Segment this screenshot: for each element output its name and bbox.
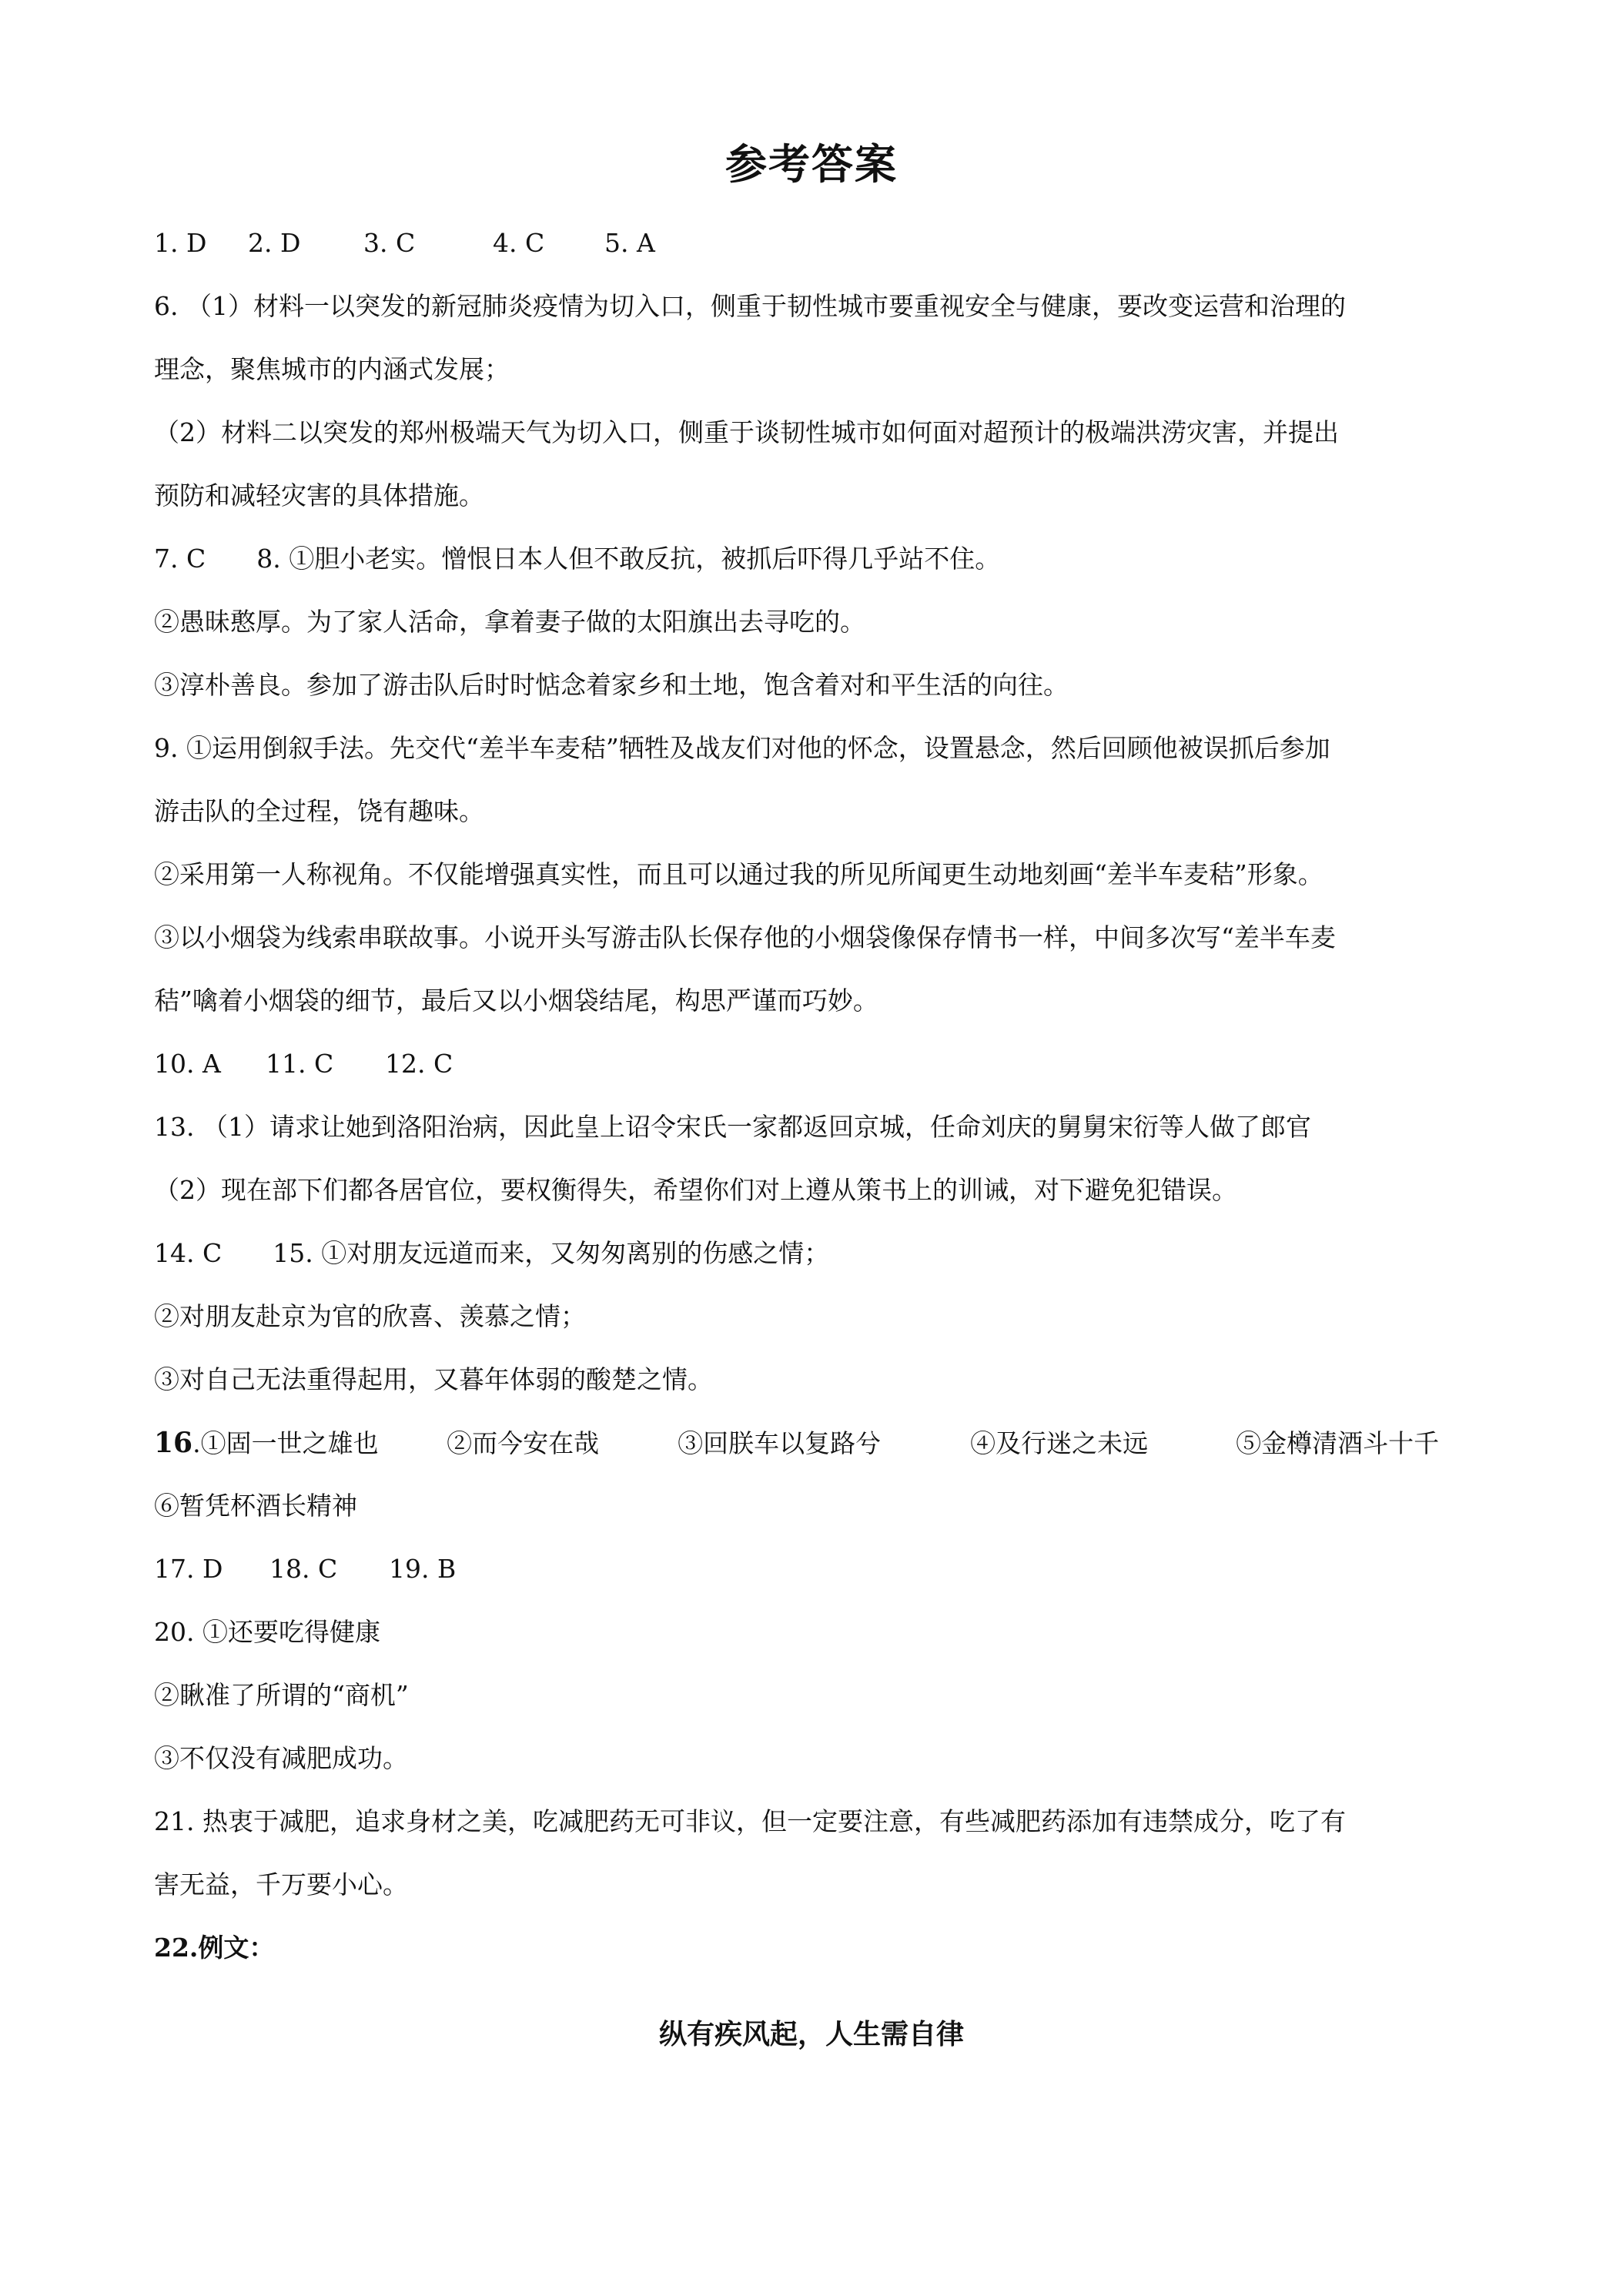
answer-line: 7. C 8. ①胆小老实。憎恨日本人但不敢反抗，被抓后吓得几乎站不住。: [154, 544, 1001, 574]
answer-line: 14. C 15. ①对朋友远道而来，又匆匆离别的伤感之情；: [154, 1238, 830, 1268]
answer-line: 13. （1）请求让她到洛阳治病，因此皇上诏令宋氏一家都返回京城，任命刘庆的舅舅宋衍等人做了郎官: [154, 1112, 1311, 1142]
answer-item: ②而今安在哉: [447, 1428, 600, 1458]
answer-line: ⑥暂凭杯酒长精神: [154, 1491, 357, 1521]
page-title: 参考答案: [725, 139, 898, 189]
answer-line: ②对朋友赴京为官的欣喜、羡慕之情；: [154, 1301, 586, 1331]
answer-line: （2）材料二以突发的郑州极端天气为切入口，侧重于谈韧性城市如何面对超预计的极端洪涝灾害，并提出: [154, 417, 1339, 447]
answer-line: 预防和减轻灾害的具体措施。: [154, 480, 484, 510]
answer-item: 3. C: [363, 228, 416, 258]
answer-item: ③回朕车以复路兮: [678, 1428, 882, 1458]
answer-item: 4. C: [493, 228, 545, 258]
answer-item: 19. B: [389, 1554, 457, 1584]
answer-line: 害无益，千万要小心。: [154, 1869, 408, 1899]
answer-item: 2. D: [248, 228, 301, 258]
answer-line: 秸”噙着小烟袋的细节，最后又以小烟袋结尾，构思严谨而巧妙。: [154, 986, 878, 1016]
answer-line: 9. ①运用倒叙手法。先交代“差半车麦秸”牺牲及战友们对他的怀念，设置悬念，然后回顾他被误抓后参加: [154, 733, 1330, 763]
answer-line: ③不仅没有减肥成功。: [154, 1743, 408, 1773]
answer-row-1-5: [154, 225, 1478, 262]
answer-item: 5. A: [604, 228, 655, 258]
answer-line: ②愚昧憨厚。为了家人活命，拿着妻子做的太阳旗出去寻吃的。: [154, 607, 865, 637]
answer-line: 20. ①还要吃得健康: [154, 1617, 380, 1647]
answer-row-10-12: [154, 1046, 1478, 1083]
answer-line: 理念，聚焦城市的内涵式发展；: [154, 354, 510, 384]
answer-row-17-19: [154, 1551, 1478, 1588]
answer-row-16: [154, 1424, 1478, 1462]
answer-item: 18. C: [269, 1554, 338, 1584]
answer-line: （2）现在部下们都各居官位，要权衡得失，希望你们对上遵从策书上的训诫，对下避免犯错误。: [154, 1175, 1237, 1205]
answer-item: ④及行迷之未远: [970, 1428, 1149, 1458]
answer-item: ⑤金樽清酒斗十千: [1236, 1428, 1440, 1458]
answer-item: 12. C: [385, 1049, 453, 1079]
essay-title: 纵有疾风起，人生需自律: [658, 2018, 964, 2050]
answer-line: ③以小烟袋为线索串联故事。小说开头写游击队长保存他的小烟袋像保存情书一样，中间多次写“差半车麦: [154, 922, 1336, 952]
answer-item: 17. D: [154, 1554, 223, 1584]
answer-line: ③淳朴善良。参加了游击队后时时惦念着家乡和土地，饱含着对和平生活的向往。: [154, 670, 1069, 700]
answer-item: 10. A: [154, 1049, 221, 1079]
answer-line: 游击队的全过程，饶有趣味。: [154, 796, 484, 826]
answer-item: .①固一世之雄也: [192, 1428, 379, 1458]
answer-line: ②采用第一人称视角。不仅能增强真实性，而且可以通过我的所见所闻更生动地刻画“差半车麦秸”形象。: [154, 859, 1323, 889]
answer-line: ③对自己无法重得起用，又暮年体弱的酸楚之情。: [154, 1364, 713, 1394]
answer-line: 22.例文：: [154, 1933, 275, 1963]
question-number: 16: [154, 1427, 193, 1459]
answer-line: ②瞅准了所谓的“商机”: [154, 1680, 409, 1710]
answer-line: 6. （1）材料一以突发的新冠肺炎疫情为切入口，侧重于韧性城市要重视安全与健康，要改变运营和治理的: [154, 291, 1346, 321]
answer-item: 11. C: [266, 1049, 334, 1079]
answer-line: 21. 热衷于减肥，追求身材之美，吃减肥药无可非议，但一定要注意，有些减肥药添加有违禁成分，吃了有: [154, 1806, 1346, 1836]
answer-item: 1. D: [154, 228, 207, 258]
